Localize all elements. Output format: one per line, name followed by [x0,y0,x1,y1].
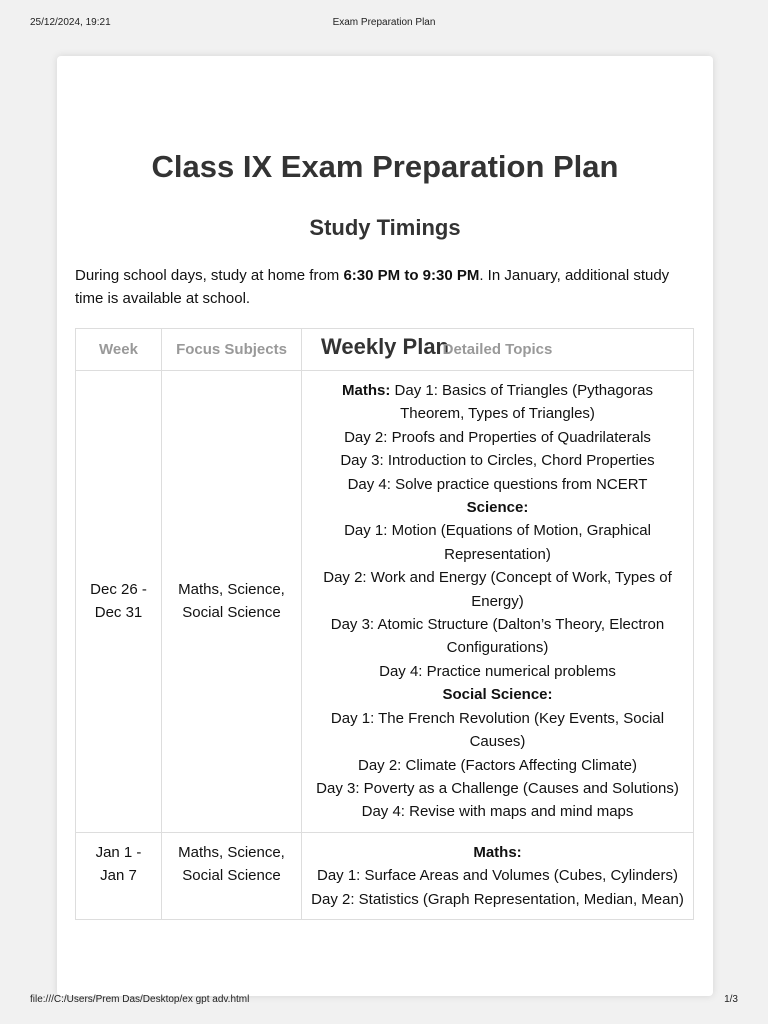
intro-text-start: During school days, study at home from [75,267,344,284]
study-timings-heading: Study Timings [309,215,461,240]
study-timings-text [75,264,697,310]
weekly-plan-heading: Weekly Plan [321,334,449,359]
print-footer [0,994,768,1008]
maths-day2: Day 2: Statistics (Graph Representation, Median, Mean) [311,890,684,908]
weekly-plan-table [75,328,694,920]
print-file-path: file:///C:/Users/Prem Das/Desktop/ex gpt adv.html [30,994,250,1005]
header-detailed-topics: Detailed Topics [302,329,694,371]
table-row [76,371,694,833]
science-day3: Day 3: Atomic Structure (Dalton’s Theory, Electron Configurations) [330,616,665,657]
page-title: Class IX Exam Preparation Plan [151,149,619,184]
print-datetime: 25/12/2024, 19:21 [30,17,111,28]
maths-day1-line [310,379,685,426]
table-header-row [76,329,694,371]
science-label: Science: [466,499,529,517]
focus-subjects-cell: Maths, Science, Social Science [162,832,302,919]
focus-subjects-cell: Maths, Science, Social Science [162,371,302,833]
social-day3: Day 3: Poverty as a Challenge (Causes and Solutions) [316,779,679,797]
maths-day2: Day 2: Proofs and Properties of Quadrilaterals [344,428,651,446]
social-day1: Day 1: The French Revolution (Key Events, Social Causes) [330,709,665,751]
science-day4: Day 4: Practice numerical problems [379,662,616,680]
week-cell: Dec 26 - Dec 31 [76,371,162,833]
content-card [57,56,713,996]
maths-day1: Day 1: Surface Areas and Volumes (Cubes, Cylinders) [316,867,678,885]
maths-day4: Day 4: Solve practice questions from NCERT [347,475,648,493]
print-page-number: 1/3 [724,994,738,1005]
print-title: Exam Preparation Plan [332,17,436,28]
week-cell: Jan 1 - Jan 7 [76,832,162,919]
header-week: Week [76,329,162,371]
science-day1: Day 1: Motion (Equations of Motion, Graphical Representation) [344,522,651,563]
maths-day3: Day 3: Introduction to Circles, Chord Properties [340,452,655,470]
print-header [0,17,768,31]
social-science-label: Social Science: [442,686,553,704]
intro-time-range: 6:30 PM to 9:30 PM [343,267,480,284]
social-day2: Day 2: Climate (Factors Affecting Climate) [358,756,637,774]
maths-day1: Day 1: Basics of Triangles (Pythagoras Theorem, Types of Triangles) [390,382,653,423]
detailed-topics-cell [302,371,694,833]
header-focus-subjects: Focus Subjects [162,329,302,371]
table-row [76,832,694,919]
maths-label: Maths: [342,382,391,399]
detailed-topics-cell [302,832,694,919]
social-day4: Day 4: Revise with maps and mind maps [361,803,634,821]
intro-text-end: . In January, additional study time is available at school. [75,267,670,307]
maths-label: Maths: [473,843,522,861]
science-day2: Day 2: Work and Energy (Concept of Work, Types of Energy) [323,569,672,610]
